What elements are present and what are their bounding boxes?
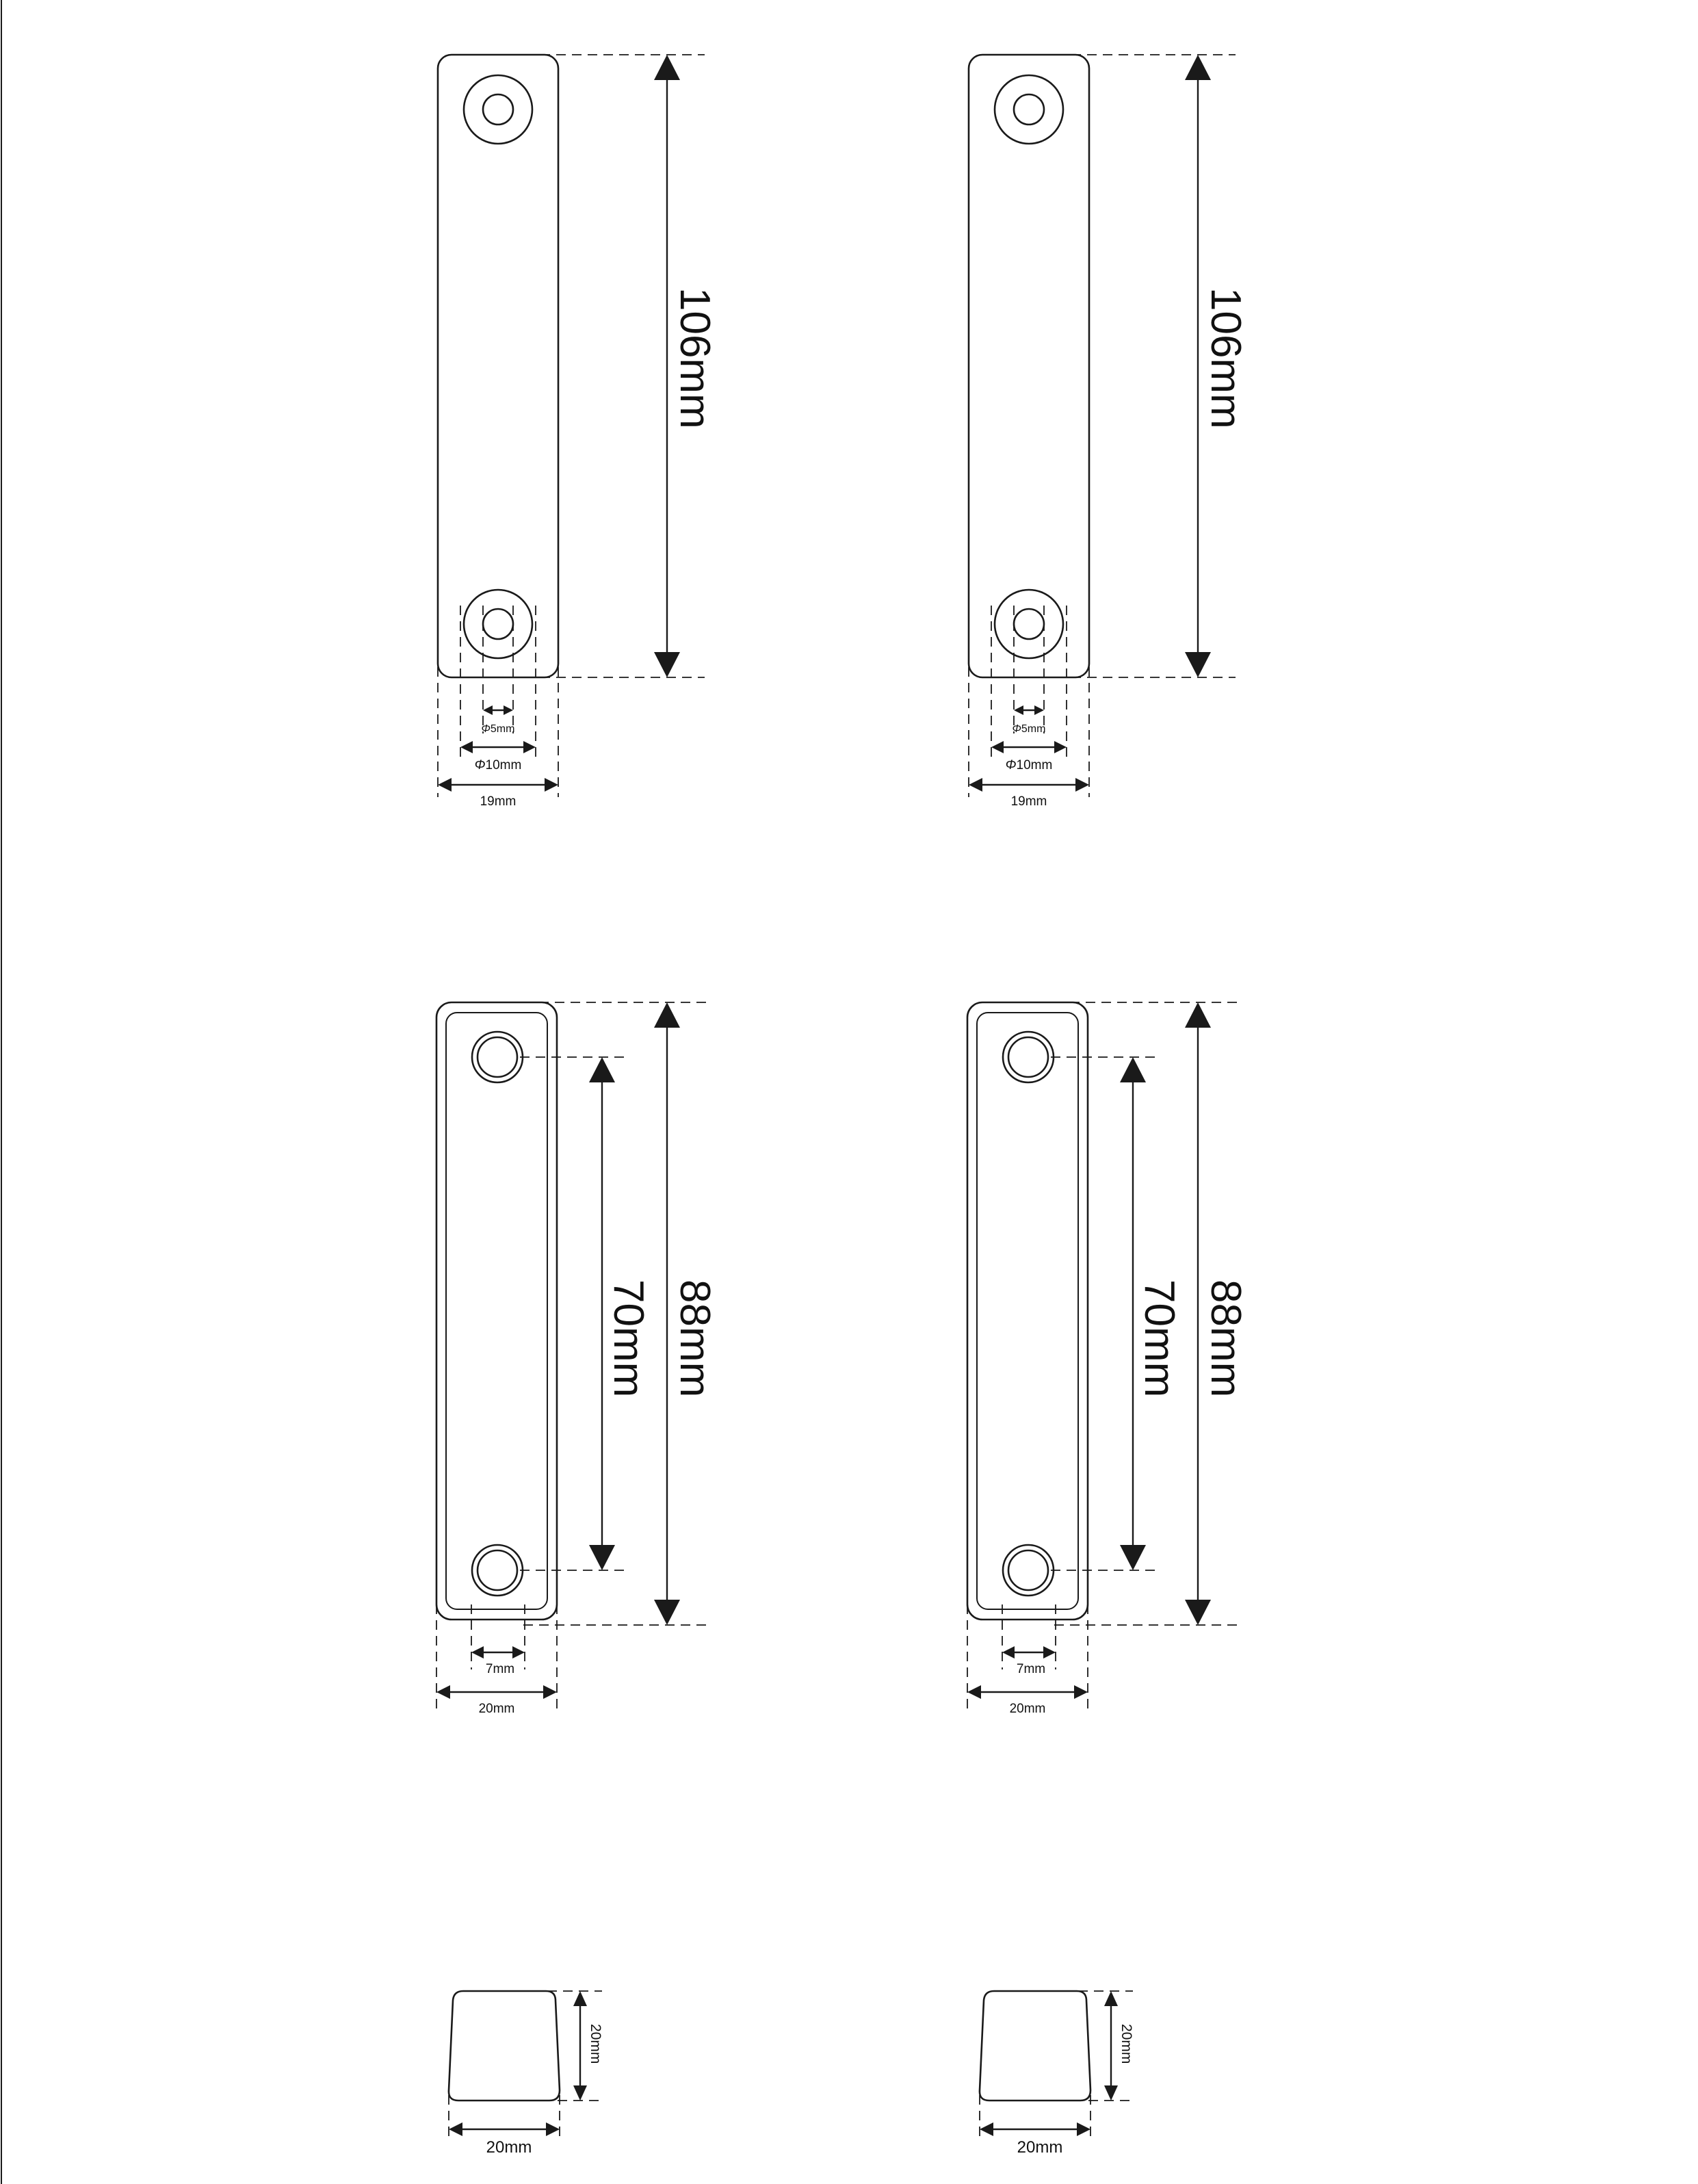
bottom-view-right <box>980 1991 1134 2157</box>
hole-inner-value: 5mm <box>1021 723 1046 735</box>
hole-outer-value: 10mm <box>1016 758 1053 772</box>
phi-symbol: Φ <box>1012 723 1021 735</box>
phi-symbol: Φ <box>1005 758 1017 772</box>
hole-outer-label <box>475 758 522 772</box>
top-view-left <box>438 55 718 809</box>
phi-symbol: Φ <box>481 723 491 735</box>
height-label: 88mm <box>671 1279 718 1398</box>
height-label: 88mm <box>1202 1279 1249 1398</box>
hole-offset-label: 7mm <box>485 1662 515 1676</box>
hole-spacing-label: 70mm <box>1136 1279 1183 1398</box>
width-label: 20mm <box>486 2138 532 2157</box>
hole-spacing-label: 70mm <box>605 1279 652 1398</box>
height-label: 106mm <box>671 287 718 429</box>
height-label: 20mm <box>588 2024 603 2064</box>
width-label: 20mm <box>1009 1702 1046 1716</box>
width-label: 19mm <box>1010 794 1047 809</box>
top-view-right <box>969 55 1249 809</box>
bottom-view-left <box>449 1991 603 2157</box>
phi-symbol: Φ <box>474 758 486 772</box>
hole-inner-value: 5mm <box>490 723 515 735</box>
hole-inner-label <box>482 723 515 735</box>
hole-outer-value: 10mm <box>485 758 522 772</box>
hole-outer-label <box>1006 758 1053 772</box>
width-label: 20mm <box>1017 2138 1063 2157</box>
hole-inner-label <box>1013 723 1046 735</box>
middle-view-left <box>436 1002 718 1716</box>
middle-view-right <box>967 1002 1249 1716</box>
hole-offset-label: 7mm <box>1016 1662 1046 1676</box>
width-label: 19mm <box>480 794 517 809</box>
height-label: 106mm <box>1202 287 1249 429</box>
width-label: 20mm <box>478 1702 515 1716</box>
height-label: 20mm <box>1119 2024 1134 2064</box>
